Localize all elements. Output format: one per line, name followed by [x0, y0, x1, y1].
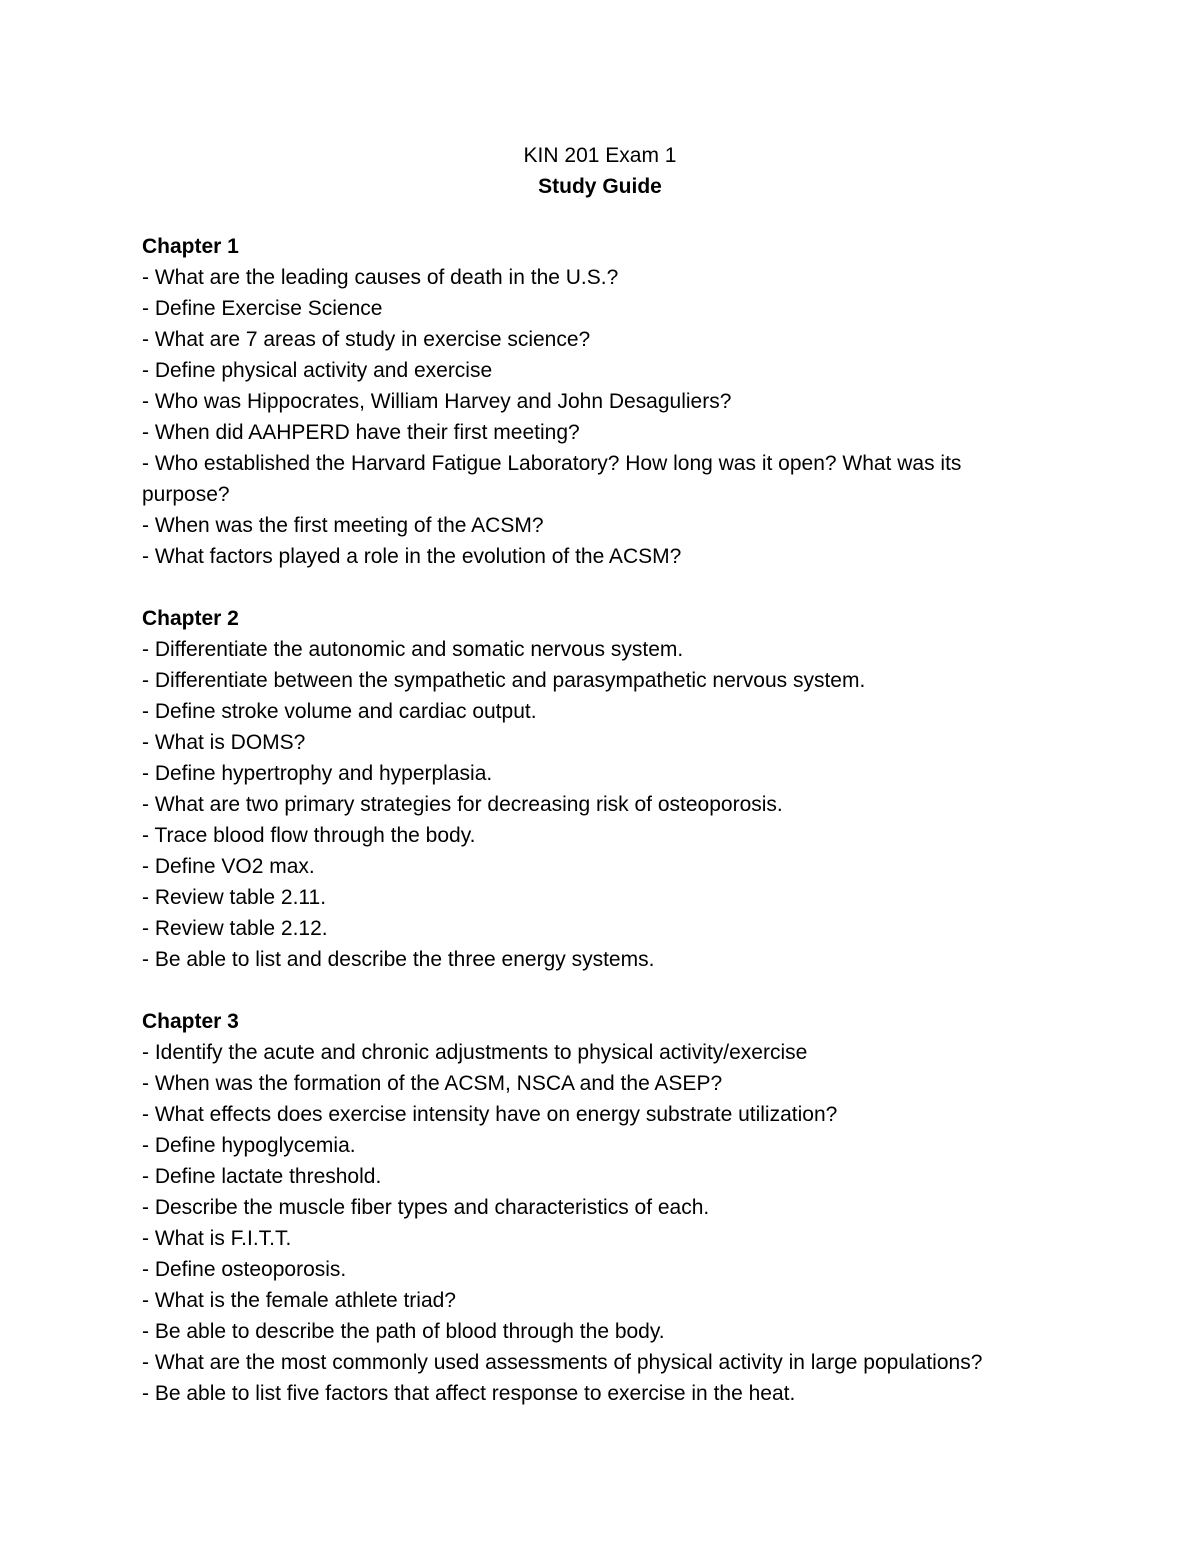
chapter-1-item: - Who was Hippocrates, William Harvey and John Desaguliers? [142, 390, 732, 413]
chapter-2-item: - Review table 2.11. [142, 886, 327, 909]
title-block [0, 140, 1200, 202]
chapter-1-item: - What are 7 areas of study in exercise science? [142, 328, 591, 351]
chapter-1-item: - When did AAHPERD have their first meeting? [142, 421, 580, 444]
chapter-3-item: - Describe the muscle fiber types and characteristics of each. [142, 1196, 710, 1219]
chapter-1-item: - What factors played a role in the evolution of the ACSM? [142, 545, 682, 568]
chapter-3-item: - Identify the acute and chronic adjustments to physical activity/exercise [142, 1041, 808, 1064]
chapter-3-item: - Define osteoporosis. [142, 1258, 347, 1281]
chapter-1-section [142, 231, 1022, 572]
document-title: KIN 201 Exam 1 [523, 144, 677, 167]
chapter-3-item: - What effects does exercise intensity have on energy substrate utilization? [142, 1103, 838, 1126]
chapter-2-item: - Define hypertrophy and hyperplasia. [142, 762, 493, 785]
chapter-2-item: - Define VO2 max. [142, 855, 315, 878]
chapter-3-heading: Chapter 3 [142, 1010, 239, 1033]
chapter-2-item: - Differentiate between the sympathetic and parasympathetic nervous system. [142, 669, 866, 692]
chapter-1-item: - Define physical activity and exercise [142, 359, 493, 382]
chapter-3-item: - What are the most commonly used assessments of physical activity in large populations? [142, 1351, 983, 1374]
chapter-1-item: - What are the leading causes of death in the U.S.? [142, 266, 619, 289]
chapter-2-item: - What are two primary strategies for decreasing risk of osteoporosis. [142, 793, 783, 816]
chapter-2-heading: Chapter 2 [142, 607, 239, 630]
chapter-2-item: - What is DOMS? [142, 731, 306, 754]
chapter-1-item: - Who established the Harvard Fatigue Laboratory? How long was it open? What was its purpose? [142, 452, 962, 506]
chapter-3-item: - Be able to list five factors that affect response to exercise in the heat. [142, 1382, 796, 1405]
chapter-2-item: - Differentiate the autonomic and somatic nervous system. [142, 638, 684, 661]
chapter-2-section [142, 603, 1022, 975]
study-guide-content [142, 231, 1022, 1440]
chapter-3-item: - Define lactate threshold. [142, 1165, 382, 1188]
chapter-3-item: - What is the female athlete triad? [142, 1289, 456, 1312]
chapter-1-heading: Chapter 1 [142, 235, 239, 258]
chapter-3-section [142, 1006, 1022, 1409]
document-subtitle: Study Guide [538, 175, 662, 198]
chapter-3-item: - Be able to describe the path of blood through the body. [142, 1320, 665, 1343]
chapter-2-item: - Define stroke volume and cardiac output. [142, 700, 537, 723]
chapter-3-item: - What is F.I.T.T. [142, 1227, 292, 1250]
chapter-3-item: - Define hypoglycemia. [142, 1134, 356, 1157]
chapter-2-item: - Trace blood flow through the body. [142, 824, 476, 847]
chapter-3-item: - When was the formation of the ACSM, NSCA and the ASEP? [142, 1072, 723, 1095]
chapter-1-item: - Define Exercise Science [142, 297, 383, 320]
chapter-2-item: - Review table 2.12. [142, 917, 328, 940]
chapter-2-item: - Be able to list and describe the three energy systems. [142, 948, 655, 971]
chapter-1-item: - When was the first meeting of the ACSM? [142, 514, 544, 537]
